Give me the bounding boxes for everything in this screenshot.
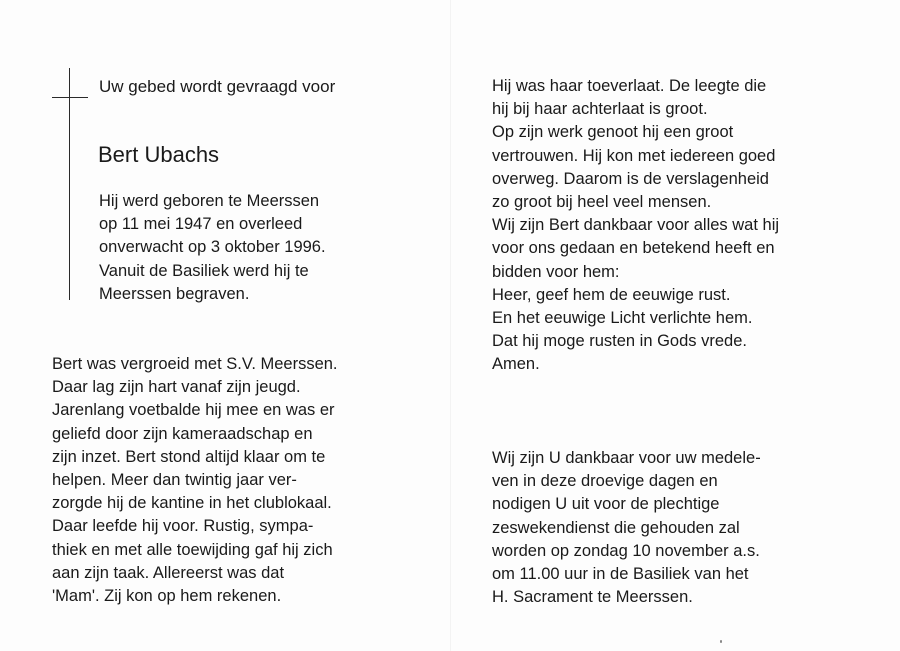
text-line: Wij zijn U dankbaar voor uw medele- (492, 449, 761, 467)
text-line: voor ons gedaan en betekend heeft en (492, 239, 775, 258)
text-line: aan zijn taak. Allereerst was dat (52, 563, 285, 582)
text-line: Daar lag zijn hart vanaf zijn jeugd. (52, 378, 301, 397)
text-line: om 11.00 uur in de Basiliek van het (492, 565, 749, 584)
text-line: Heer, geef hem de eeuwige rust. (492, 285, 731, 304)
text-line: Dat hij moge rusten in Gods vrede. (492, 332, 747, 351)
text-line: Hij was haar toeverlaat. De leegte die (492, 77, 767, 95)
text-line: vertrouwen. Hij kon met iedereen goed (492, 146, 776, 165)
text-line: zijn inzet. Bert stond altijd klaar om te (52, 447, 326, 466)
text-line: Vanuit de Basiliek werd hij te (99, 261, 309, 280)
text-line: Jarenlang voetbalde hij mee en was er (52, 401, 335, 420)
cross-icon-horizontal (52, 97, 88, 98)
text-line: Op zijn werk genoot hij een groot (492, 123, 734, 142)
text-line: hij bij haar achterlaat is groot. (492, 100, 708, 119)
text-line: zeswekendienst die gehouden zal (492, 518, 740, 537)
text-line: worden op zondag 10 november a.s. (492, 541, 760, 560)
text-line: Wij zijn Bert dankbaar voor alles wat hij (492, 216, 780, 235)
thanks-paragraph (492, 447, 761, 609)
text-line: overweg. Daarom is de verslagenheid (492, 169, 769, 188)
text-line: Hij werd geboren te Meerssen (99, 192, 320, 210)
text-line: thiek en met alle toewijding gaf hij zich (52, 540, 333, 559)
biography-paragraph (52, 353, 338, 608)
text-line: zo groot bij heel veel mensen. (492, 193, 712, 212)
text-line: Daar leefde hij voor. Rustig, sympa- (52, 517, 314, 536)
text-line: onverwacht op 3 oktober 1996. (99, 238, 326, 257)
intro-text: Uw gebed wordt gevraagd voor (99, 77, 336, 96)
text-line: helpen. Meer dan twintig jaar ver- (52, 471, 297, 490)
text-line: H. Sacrament te Meerssen. (492, 588, 693, 607)
text-line: Meerssen begraven. (99, 284, 250, 303)
scan-speck (720, 640, 722, 643)
text-line: bidden voor hem: (492, 262, 620, 281)
text-line: geliefd door zijn kameraadschap en (52, 424, 313, 443)
text-line: ven in deze droevige dagen en (492, 472, 718, 491)
text-line: nodigen U uit voor de plechtige (492, 495, 720, 514)
text-line: Amen. (492, 355, 540, 374)
deceased-name: Bert Ubachs (98, 142, 220, 167)
fold-line (450, 0, 451, 651)
text-line: Bert was vergroeid met S.V. Meerssen. (52, 355, 338, 373)
tribute-paragraph (492, 75, 779, 377)
text-line: 'Mam'. Zij kon op hem rekenen. (52, 587, 282, 606)
text-line: op 11 mei 1947 en overleed (99, 215, 303, 234)
text-line: En het eeuwige Licht verlichte hem. (492, 309, 753, 328)
cross-icon-vertical (69, 68, 70, 300)
birth-paragraph (99, 190, 326, 306)
text-line: zorgde hij de kantine in het clublokaal. (52, 494, 332, 513)
